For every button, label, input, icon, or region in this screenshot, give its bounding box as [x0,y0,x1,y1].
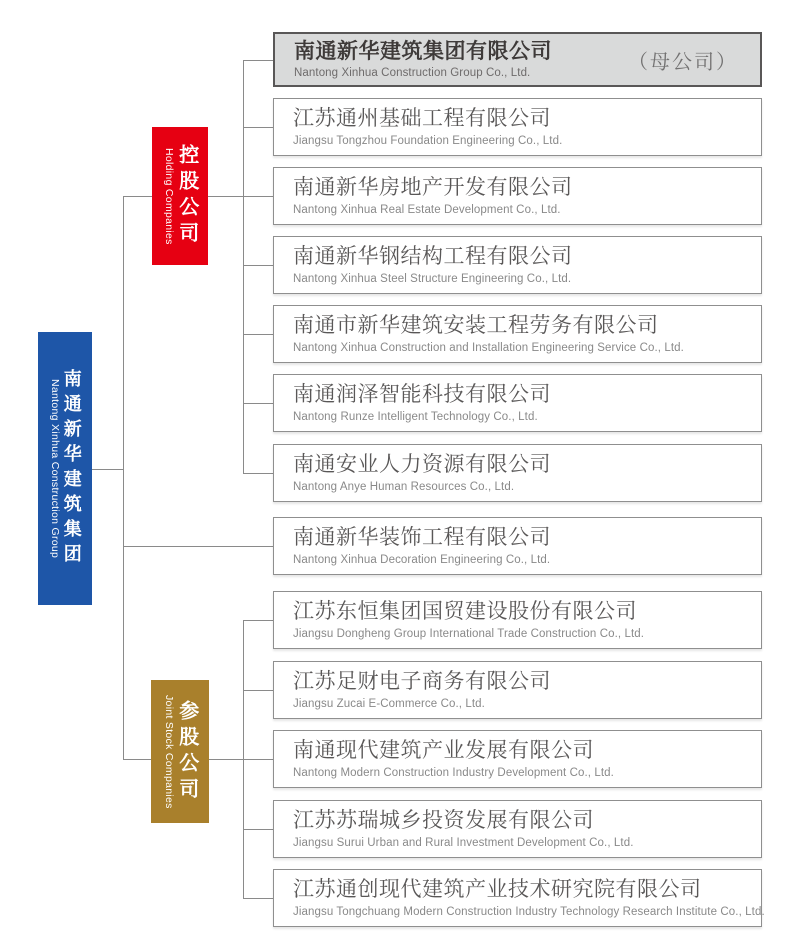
company-box [273,444,762,502]
company-box [273,517,762,575]
company-name-en: Nantong Xinhua Decoration Engineering Co., Ltd. [293,553,551,566]
category-joint-label-zh: 参股公司 [175,699,198,804]
company-name-zh: 南通润泽智能科技有限公司 [293,383,551,407]
connector-branch [243,127,273,128]
company-name-en: Jiangsu Tongzhou Foundation Engineering Co., Ltd. [293,134,563,147]
parent-company-tag: （母公司） [628,51,738,73]
company-box [273,305,762,363]
category-box-holding [152,127,208,265]
company-name-zh: 南通新华房地产开发有限公司 [293,176,573,200]
company-name-zh: 江苏苏瑞城乡投资发展有限公司 [293,809,594,833]
company-name-zh: 江苏通创现代建筑产业技术研究院有限公司 [293,878,702,902]
company-box [273,800,762,858]
company-box [273,167,762,225]
company-box [273,98,762,156]
category-holding-label-en: Holding Companies [162,147,175,245]
connector-branch [243,829,273,830]
company-name-en: Nantong Anye Human Resources Co., Ltd. [293,480,515,493]
company-name-zh: 南通新华装饰工程有限公司 [293,526,551,550]
company-name-zh: 南通新华钢结构工程有限公司 [293,245,573,269]
group-box [38,332,92,605]
connector-group-stub [92,469,123,470]
company-name-zh: 江苏通州基础工程有限公司 [293,107,551,131]
company-box [273,591,762,649]
connector-holding-trunk [243,60,244,473]
connector-branch [243,620,273,621]
company-name-en: Nantong Xinhua Steel Structure Engineering Co., Ltd. [293,272,572,285]
company-name-en: Jiangsu Surui Urban and Rural Investment Development Co., Ltd. [293,836,634,849]
category-box-joint-stock [151,680,209,823]
company-name-en: Nantong Xinhua Construction Group Co., Ltd. [294,67,531,80]
company-box [273,869,765,927]
connector-direct-line [123,546,273,547]
company-box-parent [273,32,762,87]
company-name-zh: 江苏东恒集团国贸建设股份有限公司 [293,600,637,624]
connector-spine [123,196,124,759]
connector-branch [243,265,273,266]
category-joint-label-en: Joint Stock Companies [162,694,175,809]
company-name-zh: 南通安业人力资源有限公司 [293,453,551,477]
company-name-en: Nantong Xinhua Construction and Installation Engineering Service Co., Ltd. [293,341,684,354]
company-box [273,661,762,719]
company-name-zh: 南通新华建筑集团有限公司 [294,39,552,63]
connector-branch [243,898,273,899]
company-box [273,374,762,432]
company-name-en: Jiangsu Dongheng Group International Trade Construction Co., Ltd. [293,627,645,640]
company-name-en: Jiangsu Tongchuang Modern Construction Industry Technology Research Institute Co., Ltd. [293,905,765,918]
category-holding-label-zh: 控股公司 [175,144,198,248]
company-box [273,236,762,294]
group-name-zh: 南通新华建筑集团 [61,368,82,569]
connector-branch [243,473,273,474]
group-name-en: Nantong Xinhua Construction Group [48,378,61,559]
company-name-en: Nantong Runze Intelligent Technology Co., Ltd. [293,410,538,423]
connector-branch [243,334,273,335]
connector-joint-trunk [243,620,244,898]
company-name-en: Jiangsu Zucai E-Commerce Co., Ltd. [293,697,485,710]
company-name-en: Nantong Xinhua Real Estate Development Co., Ltd. [293,203,561,216]
company-name-zh: 南通市新华建筑安装工程劳务有限公司 [293,314,659,338]
connector-branch [243,60,273,61]
company-box [273,730,762,788]
company-name-en: Nantong Modern Construction Industry Development Co., Ltd. [293,766,614,779]
connector-branch [243,403,273,404]
company-name-zh: 江苏足财电子商务有限公司 [293,670,551,694]
company-name-zh: 南通现代建筑产业发展有限公司 [293,739,594,763]
connector-branch [243,690,273,691]
